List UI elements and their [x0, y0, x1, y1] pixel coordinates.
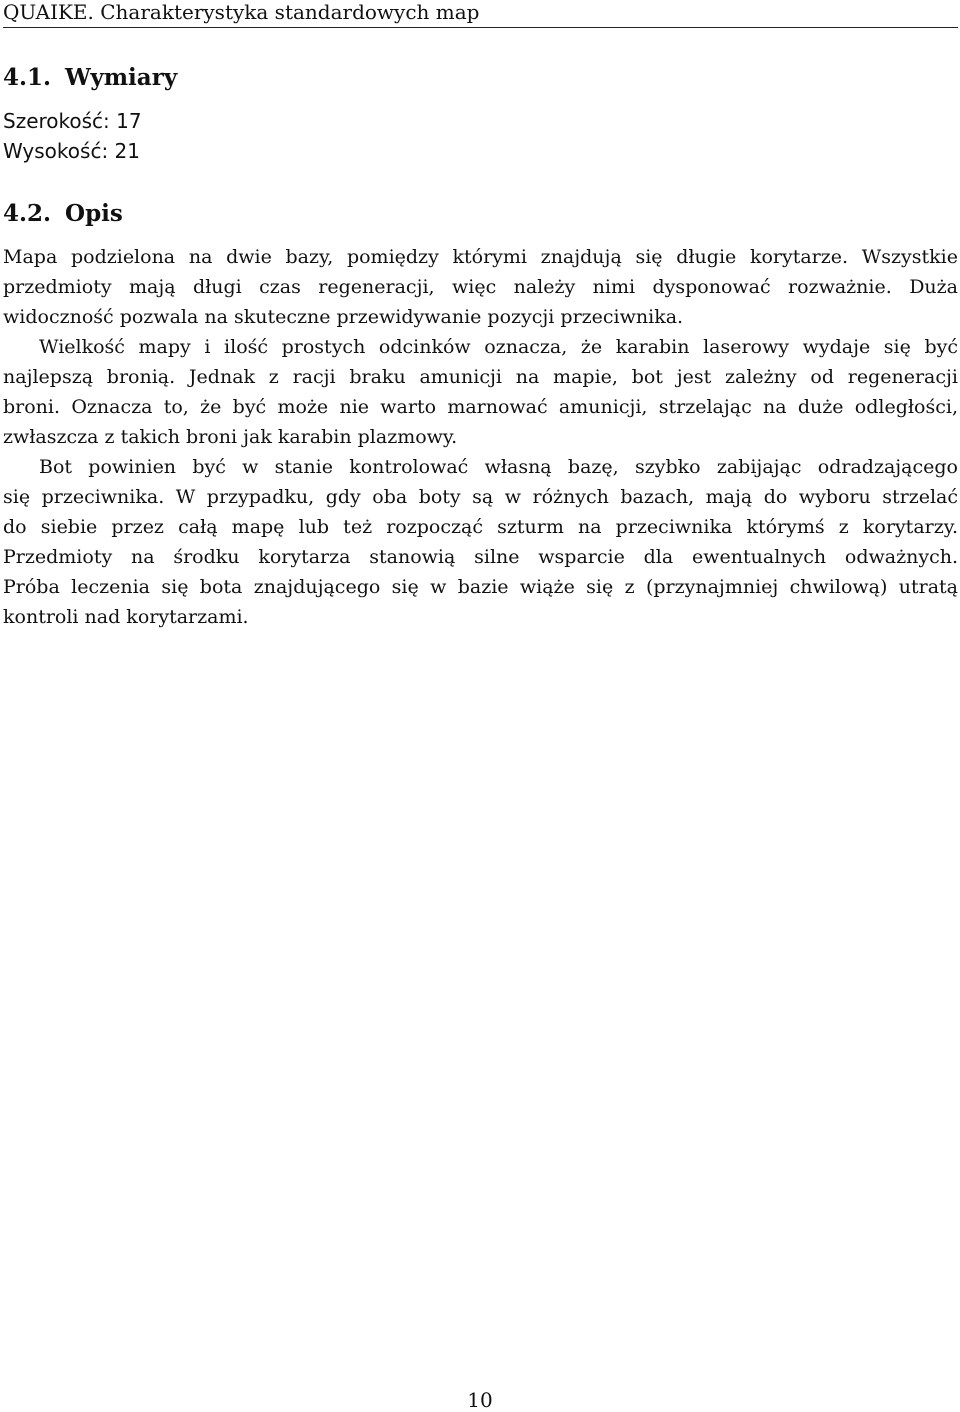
text-line: Bot powinien być w stanie kontrolować własną bazę, szybko zabijając odradzającego [39, 456, 958, 478]
section-number: 4.2. [3, 200, 52, 227]
section-heading-dimensions [3, 64, 177, 92]
text-line: Przedmioty na środku korytarza stanowią silne wsparcie dla ewentualnych odważnych. [3, 546, 958, 568]
text-line: Próba leczenia się bota znajdującego się w bazie wiąże się z (przynajmniej chwilową) utratą [3, 576, 958, 598]
text-line: się przeciwnika. W przypadku, gdy oba boty są w różnych bazach, mają do wyboru strzelać [3, 486, 958, 508]
section-title: Wymiary [65, 64, 178, 91]
text-line: Mapa podzielona na dwie bazy, pomiędzy którymi znajdują się długie korytarze. Wszystkie [3, 246, 958, 268]
paragraph-1 [3, 242, 958, 332]
section-number: 4.1. [3, 64, 52, 91]
height-line: Wysokość: 21 [3, 139, 140, 163]
text-line: do siebie przez całą mapę lub też rozpocząć szturm na przeciwnika którymś z korytarzy. [3, 516, 958, 538]
width-line: Szerokość: 17 [3, 109, 142, 133]
description-body [3, 242, 958, 632]
section-heading-description [3, 200, 123, 228]
text-line: widoczność pozwala na skuteczne przewidywanie pozycji przeciwnika. [3, 306, 684, 328]
section-title: Opis [65, 200, 123, 227]
running-header: QUAIKE. Charakterystyka standardowych map [3, 0, 958, 28]
text-line: przedmioty mają długi czas regeneracji, więc należy nimi dysponować rozważnie. Duża [3, 276, 958, 298]
text-line: broni. Oznacza to, że być może nie warto marnować amunicji, strzelając na duże odległości, [3, 396, 958, 418]
text-line: najlepszą bronią. Jednak z racji braku amunicji na mapie, bot jest zależny od regeneracji [3, 366, 958, 388]
text-line: Wielkość mapy i ilość prostych odcinków oznacza, że karabin laserowy wydaje się być [39, 336, 958, 358]
paragraph-3 [3, 452, 958, 632]
text-line: kontroli nad korytarzami. [3, 606, 249, 628]
paragraph-2 [3, 332, 958, 452]
page-number: 10 [467, 1388, 493, 1412]
text-line: zwłaszcza z takich broni jak karabin plazmowy. [3, 426, 458, 448]
dimensions-block [3, 106, 142, 166]
